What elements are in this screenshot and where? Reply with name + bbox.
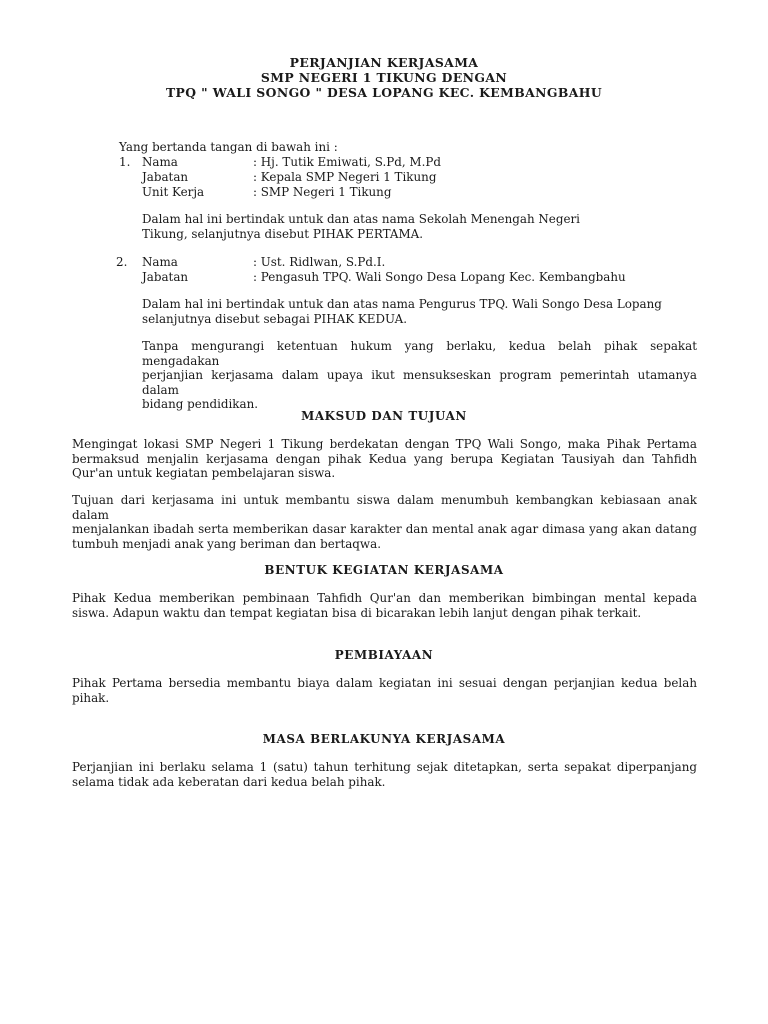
section-heading-masa: MASA BERLAKUNYA KERJASAMA [262,732,506,746]
party2-statement-line-2: selanjutnya disebut sebagai PIHAK KEDUA. [142,312,407,326]
maksud-p2-line-2: menjalankan ibadah serta memberikan dasar karakter dan mental anak agar dimasa yang akan datang [72,522,697,536]
agreement-line-2: perjanjian kerjasama dalam upaya ikut mensukseskan program pemerintah utamanya dalam [142,368,697,397]
agreement-paragraph [142,339,697,412]
doc-title-line-3: TPQ " WALI SONGO " DESA LOPANG KEC. KEMBANGBAHU [165,85,603,100]
party1-name-value: : Hj. Tutik Emiwati, S.Pd, M.Pd [253,155,441,169]
maksud-p1-line-3: Qur'an untuk kegiatan pembelajaran siswa. [72,466,336,480]
maksud-p2-line-1: Tujuan dari kerjasama ini untuk membantu siswa dalam menumbuh kembangkan kebiasaan anak dalam [72,493,697,522]
maksud-paragraph-2 [72,493,697,551]
party2-statement-line-1: Dalam hal ini bertindak untuk dan atas nama Pengurus TPQ. Wali Songo Desa Lopang [142,297,662,311]
party1-position-label: Jabatan [142,170,189,184]
party1-statement-line-2: Tikung, selanjutnya disebut PIHAK PERTAMA. [142,227,424,241]
party2-name-label: Nama [142,255,178,269]
agreement-line-1: Tanpa mengurangi ketentuan hukum yang berlaku, kedua belah pihak sepakat mengadakan [142,339,697,368]
intro-text: Yang bertanda tangan di bawah ini : [119,140,338,154]
party1-number: 1. [119,155,131,169]
maksud-paragraph-1 [72,437,697,481]
maksud-p2-line-3: tumbuh menjadi anak yang beriman dan bertaqwa. [72,536,381,551]
party2-number: 2. [116,255,128,269]
section-heading-pembiayaan: PEMBIAYAAN [334,648,434,662]
doc-title-line-1: PERJANJIAN KERJASAMA [289,55,479,70]
party1-statement-line-1: Dalam hal ini bertindak untuk dan atas nama Sekolah Menengah Negeri [142,212,580,226]
section-heading-bentuk: BENTUK KEGIATAN KERJASAMA [264,563,504,577]
bentuk-paragraph [72,591,697,620]
pembiayaan-paragraph [72,676,697,705]
masa-paragraph [72,760,697,789]
maksud-p1-line-1: Mengingat lokasi SMP Negeri 1 Tikung berdekatan dengan TPQ Wali Songo, maka Pihak Pertama [72,437,697,451]
party2-position-value: : Pengasuh TPQ. Wali Songo Desa Lopang Kec. Kembangbahu [253,270,626,284]
section-heading-maksud: MAKSUD DAN TUJUAN [301,409,467,423]
bentuk-line-1: Pihak Kedua memberikan pembinaan Tahfidh Qur'an dan memberikan bimbingan mental kepada [72,591,697,605]
party1-unit-value: : SMP Negeri 1 Tikung [253,185,392,199]
party1-unit-label: Unit Kerja [142,185,205,199]
pembiayaan-line-1: Pihak Pertama bersedia membantu biaya dalam kegiatan ini sesuai dengan perjanjian kedua belah [72,676,697,690]
pembiayaan-line-2: pihak. [72,690,110,705]
masa-line-2: selama tidak ada keberatan dari kedua belah pihak. [72,774,386,789]
party2-position-label: Jabatan [142,270,189,284]
doc-title-line-2: SMP NEGERI 1 TIKUNG DENGAN [260,70,508,85]
bentuk-line-2: siswa. Adapun waktu dan tempat kegiatan bisa di bicarakan lebih lanjut dengan pihak terkait. [72,605,642,620]
maksud-p1-line-2: bermaksud menjalin kerjasama dengan pihak Kedua yang berupa Kegiatan Tausiyah dan Tahfidh [72,451,697,466]
party2-name-value: : Ust. Ridlwan, S.Pd.I. [253,255,386,269]
party1-position-value: : Kepala SMP Negeri 1 Tikung [253,170,437,184]
masa-line-1: Perjanjian ini berlaku selama 1 (satu) tahun terhitung sejak ditetapkan, serta sepakat diperpanjang [72,760,697,774]
agreement-line-3: bidang pendidikan. [142,397,259,411]
party1-name-label: Nama [142,155,178,169]
